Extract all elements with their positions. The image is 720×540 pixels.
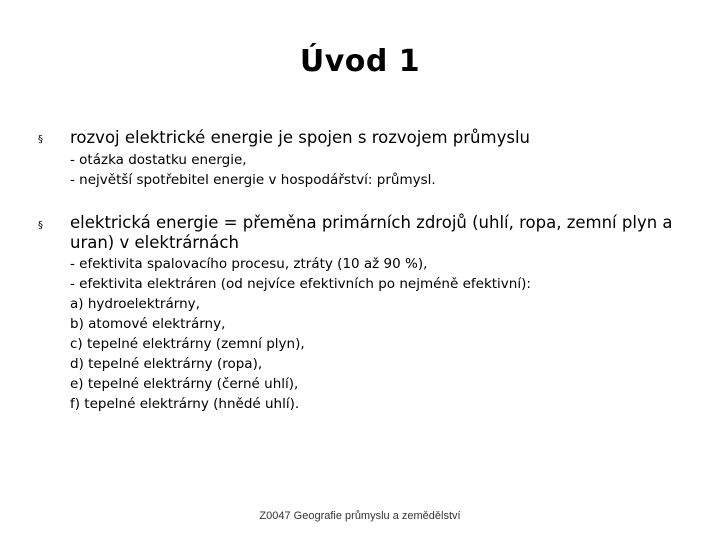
sub-item: - efektivita elektráren (od nejvíce efektivních po nejméně efektivní): <box>70 276 531 292</box>
sub-item: f) tepelné elektrárny (hnědé uhlí). <box>70 396 300 412</box>
sub-item: a) hydroelektrárny, <box>70 296 200 312</box>
sub-item: c) tepelné elektrárny (zemní plyn), <box>70 336 305 352</box>
bullet-text: rozvoj elektrické energie je spojen s rozvojem průmyslu <box>70 128 530 147</box>
bullet-marker: § <box>38 134 43 145</box>
sub-item: - otázka dostatku energie, <box>70 152 247 168</box>
sub-item: d) tepelné elektrárny (ropa), <box>70 356 263 372</box>
sub-list <box>70 150 680 190</box>
bullet-marker: § <box>38 220 43 231</box>
sub-item: - efektivita spalovacího procesu, ztráty (10 až 90 %), <box>70 256 428 272</box>
sub-item: b) atomové elektrárny, <box>70 316 226 332</box>
slide-title: Úvod 1 <box>299 44 421 79</box>
sub-item: e) tepelné elektrárny (černé uhlí), <box>70 376 299 392</box>
sub-list <box>70 254 680 414</box>
sub-item: - největší spotřebitel energie v hospodářství: průmysl. <box>70 172 436 188</box>
footer: Z0047 Geografie průmyslu a zemědělství <box>259 510 461 522</box>
bullet-text: elektrická energie = přeměna primárních zdrojů (uhlí, ropa, zemní plyn a uran) v elektrárnách <box>70 213 673 252</box>
